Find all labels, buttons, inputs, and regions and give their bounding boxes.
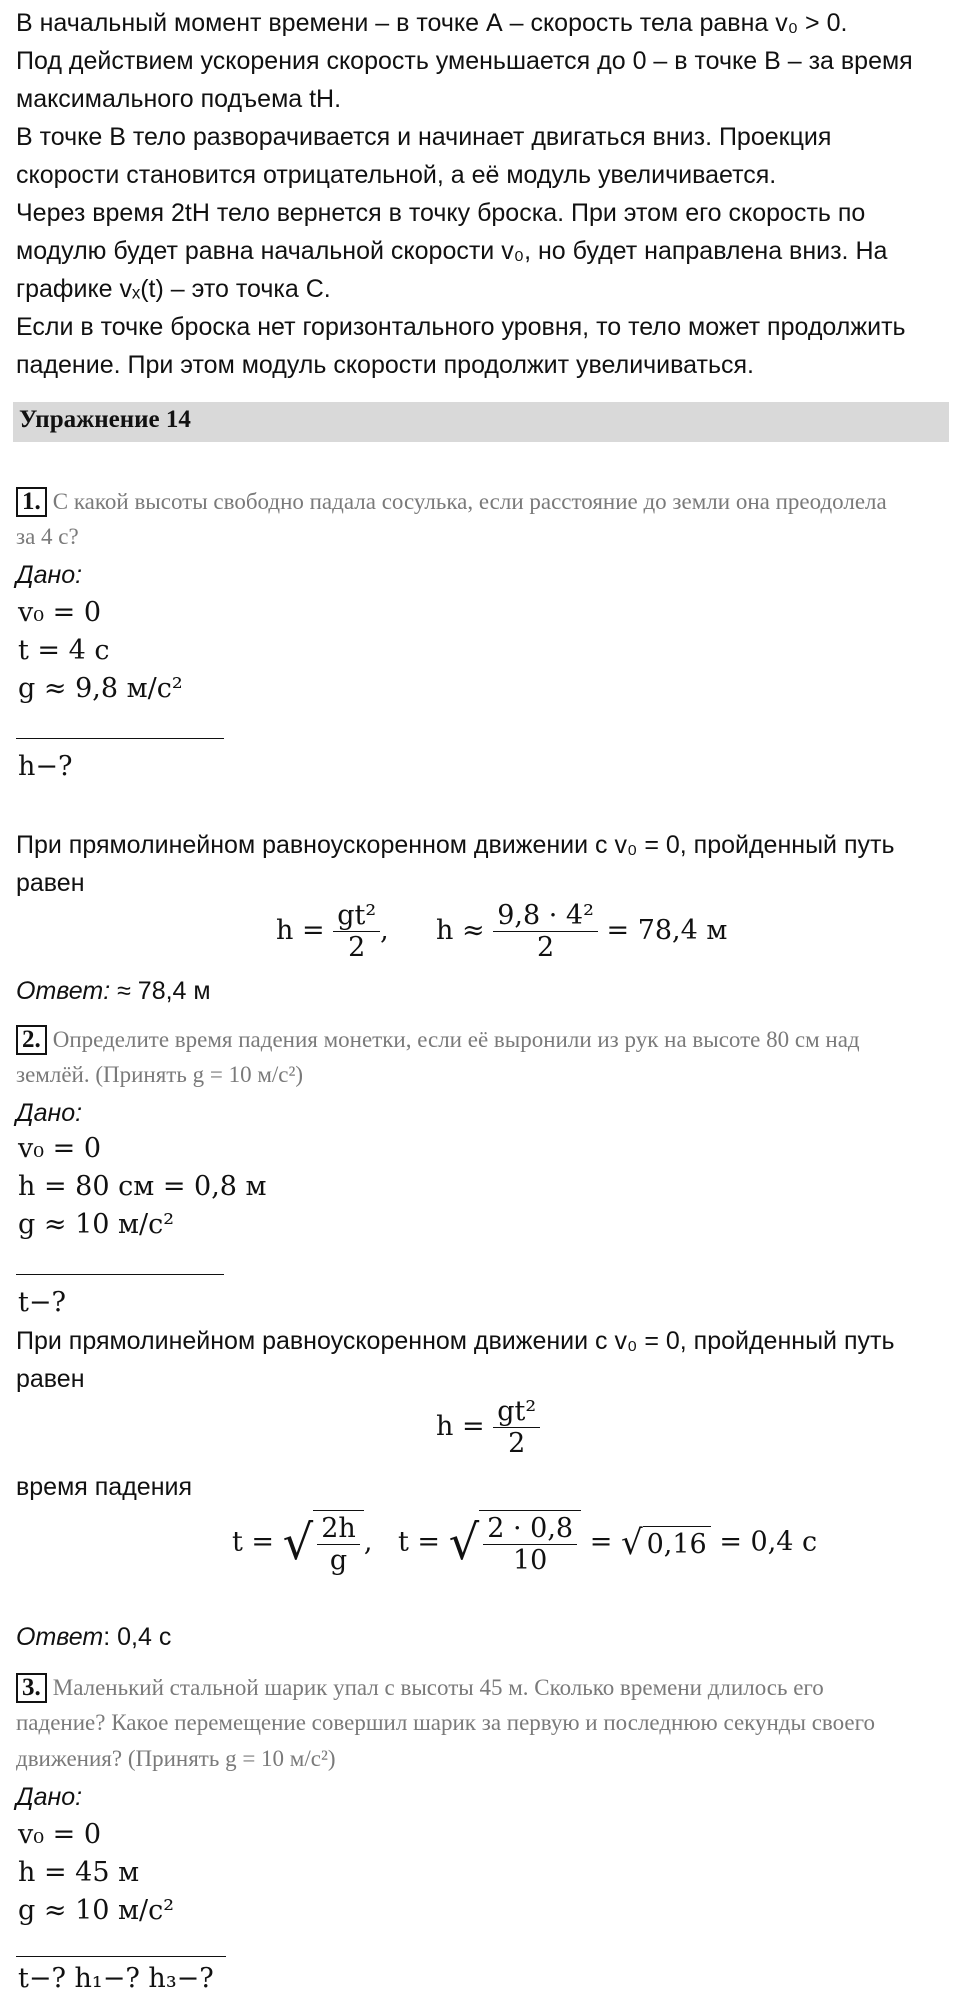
- problem-1-text-line-1: При прямолинейном равноускоренном движении с v₀ = 0, пройденный путь: [16, 831, 895, 859]
- answer-value: ≈ 78,4 м: [110, 977, 211, 1005]
- radical-sign-icon: √: [620, 1523, 643, 1563]
- intro-line-7: модулю будет равна начальной скорости v₀, но будет направлена вниз. На: [16, 237, 888, 265]
- problem-3-question: [16, 1668, 824, 1707]
- problem-2-given-h: h = 80 см = 0,8 м: [18, 1171, 267, 1202]
- problem-2-number: 2.: [16, 1025, 47, 1055]
- time-denominator: g: [329, 1545, 348, 1576]
- problem-2-given-g: g ≈ 10 м/с²: [18, 1209, 175, 1240]
- problem-1-find: h−?: [18, 751, 73, 782]
- exercise-heading: [13, 402, 949, 442]
- calc-denominator: 2: [536, 932, 555, 963]
- calc-numerator: 2 · 0,8: [483, 1513, 577, 1545]
- formula-fraction: [333, 900, 380, 963]
- intro-line-9: Если в точке броска нет горизонтального уровня, то тело может продолжить: [16, 313, 906, 341]
- problem-1-question-line-1: С какой высоты свободно падала сосулька, если расстояние до земли она преодолела: [52, 489, 887, 514]
- intro-line-10: падение. При этом модуль скорости продолжит увеличиваться.: [16, 351, 754, 379]
- formula-comma: ,: [380, 915, 389, 946]
- calc-lhs: t =: [398, 1526, 441, 1558]
- sqrt-symbol: [283, 1510, 364, 1576]
- time-comma: ,: [363, 1526, 373, 1558]
- problem-2-given-label: Дано:: [16, 1099, 83, 1127]
- problem-3-divider: [16, 1956, 226, 1957]
- calc-result: = 78,4 м: [606, 915, 728, 946]
- fraction-numerator: gt²: [493, 1396, 540, 1428]
- problem-3-number: 3.: [16, 1673, 47, 1703]
- problem-3-given-v0: v₀ = 0: [18, 1819, 102, 1850]
- fraction-denominator: 2: [508, 1428, 526, 1459]
- time-lhs: t =: [232, 1526, 275, 1558]
- problem-2-find: t−?: [18, 1287, 66, 1318]
- problem-3-question-line-3: движения? (Принять g = 10 м/с²): [16, 1746, 336, 1771]
- problem-3-given-label: Дано:: [16, 1783, 83, 1811]
- problem-2-time-calculation: [398, 1510, 817, 1576]
- problem-1-divider: [16, 738, 224, 739]
- calc-fraction: [483, 1513, 577, 1576]
- radical-sign-icon: √: [282, 1515, 314, 1571]
- formula-lhs: h =: [276, 915, 325, 946]
- fraction-denominator: 2: [348, 932, 366, 963]
- problem-2-question: [16, 1020, 860, 1059]
- problem-1-text-line-2: равен: [16, 869, 85, 897]
- calc-equals: =: [589, 1526, 613, 1558]
- problem-1-number: 1.: [16, 487, 47, 517]
- problem-2-question-line-1: Определите время падения монетки, если её выронили из рук на высоте 80 см над: [52, 1027, 860, 1052]
- time-fraction: [317, 1513, 360, 1576]
- exercise-title: Упражнение 14: [19, 406, 191, 433]
- problem-1-given-t: t = 4 с: [18, 635, 110, 666]
- problem-2-divider: [16, 1274, 224, 1275]
- calc-lhs: h ≈: [436, 915, 485, 946]
- intro-line-2: Под действием ускорения скорость уменьшается до 0 – в точке В – за время: [16, 47, 913, 75]
- problem-2-text-line-1: При прямолинейном равноускоренном движении с v₀ = 0, пройденный путь: [16, 1327, 895, 1355]
- problem-1-question-line-2: за 4 с?: [16, 524, 79, 549]
- sqrt-symbol-2: [620, 1523, 711, 1563]
- problem-3-given-g: g ≈ 10 м/с²: [18, 1895, 175, 1926]
- fraction-numerator: gt²: [333, 900, 380, 932]
- problem-1-formula: [276, 900, 389, 963]
- problem-2-given-v0: v₀ = 0: [18, 1133, 102, 1164]
- problem-2-time-label: время падения: [16, 1473, 193, 1501]
- answer-label: Ответ:: [16, 977, 111, 1005]
- problem-2-time-formula: [232, 1510, 372, 1576]
- intro-line-6: Через время 2tН тело вернется в точку броска. При этом его скорость по: [16, 199, 866, 227]
- answer-value: : 0,4 с: [103, 1623, 172, 1651]
- problem-2-text-line-2: равен: [16, 1365, 85, 1393]
- problem-3-question-line-2: падение? Какое перемещение совершил шарик за первую и последнюю секунды своего: [16, 1710, 875, 1735]
- intro-line-8: графике vₓ(t) – это точка С.: [16, 275, 331, 303]
- radical-sign-icon: √: [448, 1515, 480, 1571]
- intro-line-1: В начальный момент времени – в точке А – скорость тела равна v₀ > 0.: [16, 9, 848, 37]
- formula-fraction: [493, 1396, 540, 1459]
- time-numerator: 2h: [317, 1513, 360, 1545]
- problem-1-answer: [16, 972, 211, 1010]
- problem-1-question: [16, 482, 887, 521]
- calc-result: = 0,4 с: [719, 1526, 818, 1558]
- problem-2-answer: [16, 1618, 171, 1656]
- problem-1-given-label: Дано:: [16, 561, 83, 589]
- problem-3-given-h: h = 45 м: [18, 1857, 140, 1888]
- problem-1-calculation: [436, 900, 727, 963]
- problem-2-question-line-2: землёй. (Принять g = 10 м/с²): [16, 1062, 304, 1087]
- answer-label: Ответ: [16, 1623, 104, 1651]
- problem-3-question-line-1: Маленький стальной шарик упал с высоты 45 м. Сколько времени длилось его: [52, 1675, 824, 1700]
- intro-line-4: В точке В тело разворачивается и начинает двигаться вниз. Проекция: [16, 123, 832, 151]
- calc-numerator: 9,8 · 4²: [493, 900, 598, 932]
- intro-line-3: максимального подъема tН.: [16, 85, 342, 113]
- calc-denominator: 10: [513, 1545, 548, 1576]
- sqrt-value: 0,16: [643, 1526, 711, 1560]
- problem-3-find: t−? h₁−? h₃−?: [18, 1963, 214, 1994]
- calc-fraction: [493, 900, 598, 963]
- intro-line-5: скорости становится отрицательной, а её модуль увеличивается.: [16, 161, 777, 189]
- sqrt-symbol: [449, 1510, 581, 1576]
- formula-lhs: h =: [436, 1411, 485, 1442]
- problem-1-given-g: g ≈ 9,8 м/с²: [18, 673, 183, 704]
- problem-2-formula: [436, 1396, 540, 1459]
- problem-1-given-v0: v₀ = 0: [18, 597, 102, 628]
